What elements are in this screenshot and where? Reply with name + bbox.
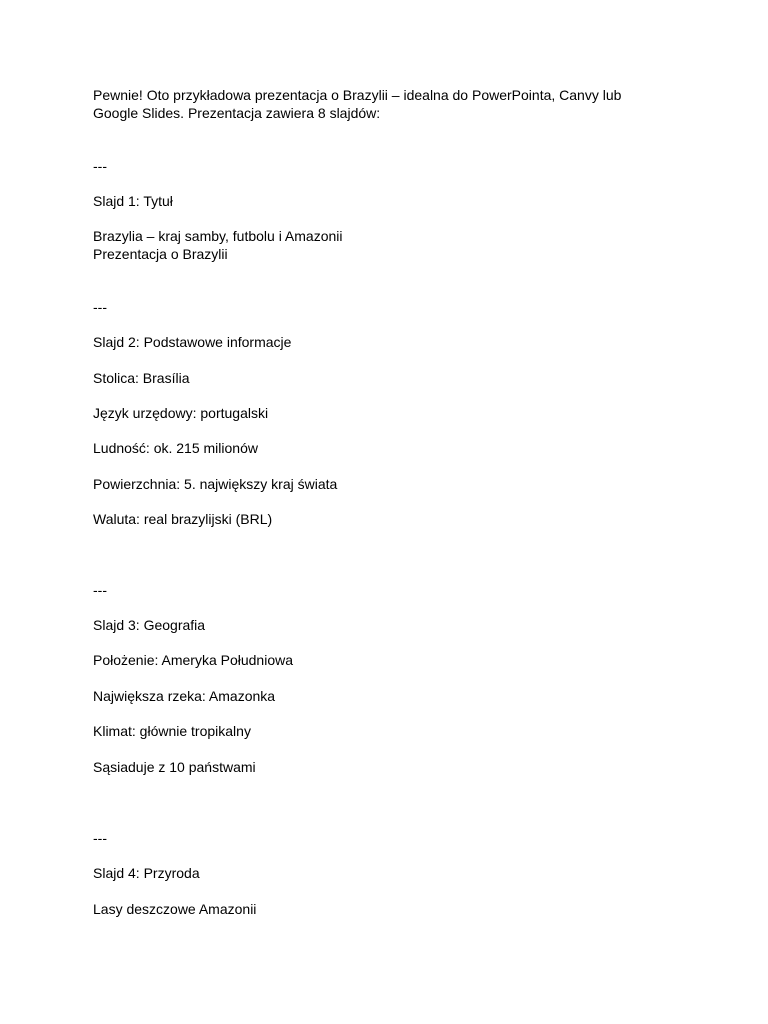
separator-2: ---	[93, 299, 107, 315]
slide4-item: Lasy deszczowe Amazonii	[93, 901, 257, 917]
separator-1: ---	[93, 158, 107, 174]
slide3-item: Sąsiaduje z 10 państwami	[93, 759, 256, 775]
slide1-title: Brazylia – kraj samby, futbolu i Amazonii	[93, 228, 343, 244]
slide2-item: Język urzędowy: portugalski	[93, 405, 269, 421]
separator-4: ---	[93, 830, 107, 846]
slide2-item: Ludność: ok. 215 milionów	[93, 440, 258, 456]
slide4-heading: Slajd 4: Przyroda	[93, 865, 200, 881]
separator-3: ---	[93, 582, 107, 598]
slide3-item: Klimat: głównie tropikalny	[93, 723, 251, 739]
slide3-item: Położenie: Ameryka Południowa	[93, 652, 294, 668]
slide3-item: Największa rzeka: Amazonka	[93, 688, 276, 704]
slide1-subtitle: Prezentacja o Brazylii	[93, 246, 228, 262]
slide2-item: Powierzchnia: 5. największy kraj świata	[93, 476, 338, 492]
intro-line-2: Google Slides. Prezentacja zawiera 8 slajdów:	[93, 105, 381, 121]
slide1-heading: Slajd 1: Tytuł	[93, 193, 173, 209]
slide2-item: Waluta: real brazylijski (BRL)	[93, 511, 273, 527]
intro-line-1: Pewnie! Oto przykładowa prezentacja o Brazylii – idealna do PowerPointa, Canvy lub	[93, 87, 622, 103]
slide2-heading: Slajd 2: Podstawowe informacje	[93, 334, 292, 350]
slide3-heading: Slajd 3: Geografia	[93, 617, 206, 633]
slide2-item: Stolica: Brasília	[93, 370, 190, 386]
